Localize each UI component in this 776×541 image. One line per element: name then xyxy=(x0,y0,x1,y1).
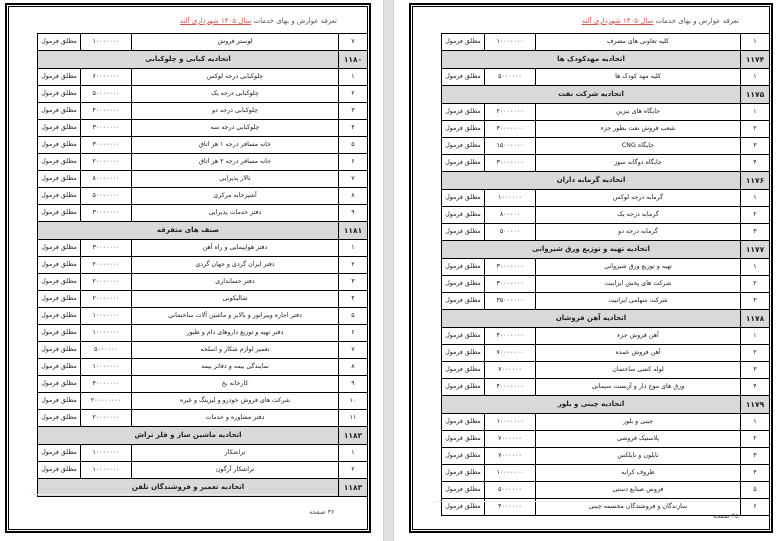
row-description: نمایندگی بیمه و دفاتر بیمه xyxy=(132,359,339,376)
row-number: ۴ xyxy=(741,155,770,172)
section-header-row xyxy=(442,172,770,190)
section-code: ۱۱۷۹ xyxy=(741,396,770,414)
row-price: ۳۵۰۰۰۰۰۰ xyxy=(485,293,536,310)
row-number: ۴ xyxy=(339,291,368,308)
row-price: ۵۰۰۰۰۰۰ xyxy=(485,69,536,86)
row-number: ۲ xyxy=(339,86,368,103)
row-description: سازندگان و فروشندگان مجسمه چینی xyxy=(536,499,741,516)
fees-table-body xyxy=(38,34,368,497)
row-number: ۳ xyxy=(339,274,368,291)
table-row xyxy=(442,69,770,86)
row-price: ۱۰۰۰۰۰۰ xyxy=(485,190,536,207)
row-formula: مطلق فرمول xyxy=(38,462,81,479)
section-code: ۱۱۷۶ xyxy=(741,172,770,190)
row-number: ۷ xyxy=(339,34,368,51)
section-title: اتحادیه تعمیر و فروشندگان تلفن xyxy=(38,479,339,497)
row-formula: مطلق فرمول xyxy=(442,34,485,51)
header-highlight: سال ۱۴۰۵ شهرداری آلند xyxy=(179,17,252,25)
table-row xyxy=(38,359,368,376)
row-price: ۴۰۰۰۰۰۰۰ xyxy=(81,103,132,120)
row-description: دفتر خدمات پذیرایی xyxy=(132,205,339,222)
row-formula: مطلق فرمول xyxy=(442,224,485,241)
table-row xyxy=(442,224,770,241)
row-price: ۳۰۰۰۰۰۰۰ xyxy=(485,155,536,172)
section-title: اتحادیه آهن فروشان xyxy=(442,310,741,328)
row-formula: مطلق فرمول xyxy=(442,276,485,293)
row-formula: مطلق فرمول xyxy=(442,482,485,499)
table-row xyxy=(38,393,368,410)
section-title: اتحادیه کبابی و چلوکبابی xyxy=(38,51,339,69)
row-description: شرکت سهامی ایرانیت xyxy=(536,293,741,310)
page-gutter xyxy=(383,0,394,541)
row-number: ۶ xyxy=(339,154,368,171)
row-price: ۸۰۰۰۰۰۰۰ xyxy=(81,171,132,188)
header-prefix: تعرفه عوارض و بهای خدمات xyxy=(653,17,739,25)
fees-table xyxy=(441,33,770,516)
table-row xyxy=(38,240,368,257)
row-price: ۵۰۰۰۰۰ xyxy=(485,224,536,241)
row-price: ۸۰۰۰۰۰ xyxy=(485,207,536,224)
row-description: ظروف کرایه xyxy=(536,465,741,482)
row-number: ۲ xyxy=(741,431,770,448)
row-number: ۶ xyxy=(741,499,770,516)
header-prefix: تعرفه عوارض و بهای خدمات xyxy=(251,17,337,25)
row-description: چلوکبابی درجه دو xyxy=(132,103,339,120)
row-description: ورق های موج دار و آزبست سیمانی xyxy=(536,379,741,396)
row-number: ۳ xyxy=(741,224,770,241)
row-description: جایگاه های بنزین xyxy=(536,104,741,121)
row-price: ۱۵۰۰۰۰۰۰ xyxy=(485,138,536,155)
row-description: لوله کشی ساختمان xyxy=(536,362,741,379)
row-description: دفتر تهیه و توزیع داروهای دام و طیور xyxy=(132,325,339,342)
footer-divider xyxy=(435,501,739,502)
row-description: دفتر حسابداری xyxy=(132,274,339,291)
row-number: ۳ xyxy=(741,138,770,155)
table-row xyxy=(442,482,770,499)
row-description: چلوکبابی درجه سه xyxy=(132,120,339,137)
header-highlight: سال ۱۴۰۵ شهرداری آلند xyxy=(581,17,654,25)
row-formula: مطلق فرمول xyxy=(38,69,81,86)
row-description: خانه مسافر درجه ۲ هر اتاق xyxy=(132,154,339,171)
row-number: ۹ xyxy=(339,376,368,393)
row-formula: مطلق فرمول xyxy=(442,138,485,155)
row-number: ۳ xyxy=(741,448,770,465)
row-number: ۲ xyxy=(339,462,368,479)
row-description: جایگاه دوگانه سوز xyxy=(536,155,741,172)
section-title: اتحادیه مهدکودک ها xyxy=(442,51,741,69)
row-description: لوستر فروش xyxy=(132,34,339,51)
row-number: ۳ xyxy=(741,293,770,310)
row-formula: مطلق فرمول xyxy=(38,171,81,188)
row-formula: مطلق فرمول xyxy=(442,69,485,86)
row-formula: مطلق فرمول xyxy=(442,207,485,224)
row-number: ۱ xyxy=(339,240,368,257)
row-description: شرکت های پخش ایرانیت xyxy=(536,276,741,293)
table-row xyxy=(442,448,770,465)
row-formula: مطلق فرمول xyxy=(38,34,81,51)
row-description: خانه مسافر درجه ۱ هر اتاق xyxy=(132,137,339,154)
row-price: ۲۰۰۰۰۰۰۰ xyxy=(81,154,132,171)
row-formula: مطلق فرمول xyxy=(38,205,81,222)
row-price: ۲۰۰۰۰۰۰۰۰ xyxy=(81,393,132,410)
row-description: چلوکبابی درجه لوکس xyxy=(132,69,339,86)
row-description: تعمیر لوازم شکار و اسلحه xyxy=(132,342,339,359)
row-formula: مطلق فرمول xyxy=(442,465,485,482)
table-row xyxy=(442,362,770,379)
row-formula: مطلق فرمول xyxy=(38,359,81,376)
row-description: تراشکار آرگون xyxy=(132,462,339,479)
row-formula: مطلق فرمول xyxy=(38,137,81,154)
table-row xyxy=(442,345,770,362)
row-price: ۳۰۰۰۰۰۰۰ xyxy=(485,259,536,276)
table-row xyxy=(38,376,368,393)
row-price: ۳۰۰۰۰۰۰۰ xyxy=(81,120,132,137)
row-description: شرکت های فروش خودرو و لیزینگ و غیره xyxy=(132,393,339,410)
row-description: آهن فروش جزء xyxy=(536,328,741,345)
row-price: ۳۰۰۰۰۰۰۰ xyxy=(485,276,536,293)
section-title: اتحادیه چینی و بلور xyxy=(442,396,741,414)
row-price: ۶۰۰۰۰۰۰۰ xyxy=(81,69,132,86)
row-description: گرمابه درجه دو xyxy=(536,224,741,241)
section-header-row xyxy=(442,396,770,414)
section-title: اتحادیه گرمابه داران xyxy=(442,172,741,190)
row-number: ۲ xyxy=(741,276,770,293)
row-description: دفتر ایران گردی و جهان گردی xyxy=(132,257,339,274)
row-formula: مطلق فرمول xyxy=(38,291,81,308)
row-price: ۱۰۰۰۰۰۰۰ xyxy=(81,308,132,325)
row-price: ۲۰۰۰۰۰۰۰ xyxy=(81,257,132,274)
section-header-row xyxy=(38,222,368,240)
row-formula: مطلق فرمول xyxy=(38,342,81,359)
table-row xyxy=(38,410,368,427)
row-formula: مطلق فرمول xyxy=(442,121,485,138)
row-price: ۱۰۰۰۰۰۰۰ xyxy=(81,325,132,342)
table-row xyxy=(442,34,770,51)
row-number: ۷ xyxy=(339,342,368,359)
row-price: ۳۰۰۰۰۰۰۰ xyxy=(485,121,536,138)
row-description: پلاستیک فروشی xyxy=(536,431,741,448)
row-price: ۱۰۰۰۰۰۰۰ xyxy=(81,34,132,51)
table-row xyxy=(442,328,770,345)
table-row xyxy=(38,257,368,274)
row-description: تالار پذیرایی xyxy=(132,171,339,188)
row-formula: مطلق فرمول xyxy=(442,345,485,362)
row-formula: مطلق فرمول xyxy=(442,190,485,207)
row-description: چینی و بلور xyxy=(536,414,741,431)
table-row xyxy=(442,465,770,482)
row-price: ۷۰۰۰۰۰۰۰ xyxy=(485,345,536,362)
row-formula: مطلق فرمول xyxy=(442,104,485,121)
section-code: ۱۱۷۴ xyxy=(741,51,770,69)
row-number: ۱ xyxy=(741,259,770,276)
table-row xyxy=(442,138,770,155)
row-number: ۱۱ xyxy=(339,410,368,427)
row-number: ۱ xyxy=(741,34,770,51)
row-number: ۳ xyxy=(339,103,368,120)
row-formula: مطلق فرمول xyxy=(38,308,81,325)
table-row xyxy=(38,205,368,222)
row-formula: مطلق فرمول xyxy=(38,154,81,171)
row-number: ۹ xyxy=(339,205,368,222)
row-formula: مطلق فرمول xyxy=(38,86,81,103)
table-row xyxy=(38,445,368,462)
table-row xyxy=(38,34,368,51)
row-number: ۳ xyxy=(741,362,770,379)
page-number: ۳۵ صفحه xyxy=(713,512,739,520)
table-row xyxy=(442,104,770,121)
table-row xyxy=(38,154,368,171)
row-price: ۵۰۰۰۰۰۰ xyxy=(485,482,536,499)
row-price: ۲۰۰۰۰۰۰۰ xyxy=(485,104,536,121)
row-formula: مطلق فرمول xyxy=(442,293,485,310)
row-description: چلوکبابی درجه یک xyxy=(132,86,339,103)
section-header-row xyxy=(442,51,770,69)
section-code: ۱۱۸۱ xyxy=(339,222,368,240)
table-row xyxy=(38,291,368,308)
section-header-row xyxy=(442,310,770,328)
row-description: جایگاه CNG xyxy=(536,138,741,155)
table-row xyxy=(442,190,770,207)
row-price: ۴۰۰۰۰۰۰۰ xyxy=(485,328,536,345)
row-formula: مطلق فرمول xyxy=(38,188,81,205)
row-description: تراشکار xyxy=(132,445,339,462)
table-row xyxy=(38,103,368,120)
table-row xyxy=(442,121,770,138)
row-description: گرمابه درجه یک xyxy=(536,207,741,224)
table-row xyxy=(442,414,770,431)
table-row xyxy=(38,137,368,154)
table-row xyxy=(38,188,368,205)
row-formula: مطلق فرمول xyxy=(442,499,485,516)
document-page-35 xyxy=(410,4,772,532)
page-number: ۳۶ صفحه xyxy=(309,508,335,516)
section-code: ۱۱۷۷ xyxy=(741,241,770,259)
row-price: ۱۰۰۰۰۰۰۰ xyxy=(81,462,132,479)
table-row xyxy=(442,276,770,293)
section-header-row xyxy=(38,51,368,69)
row-number: ۱ xyxy=(741,328,770,345)
row-number: ۵ xyxy=(339,308,368,325)
row-description: تهیه و توزیع ورق شیروانی xyxy=(536,259,741,276)
table-row xyxy=(38,120,368,137)
table-row xyxy=(38,462,368,479)
row-number: ۴ xyxy=(741,465,770,482)
row-price: ۲۰۰۰۰۰۰۰ xyxy=(81,410,132,427)
row-number: ۱ xyxy=(741,414,770,431)
row-price: ۷۰۰۰۰۰۰ xyxy=(485,362,536,379)
row-price: ۲۰۰۰۰۰۰۰ xyxy=(81,274,132,291)
section-header-row xyxy=(442,86,770,104)
row-price: ۷۰۰۰۰۰۰ xyxy=(485,431,536,448)
row-formula: مطلق فرمول xyxy=(442,414,485,431)
row-formula: مطلق فرمول xyxy=(38,376,81,393)
row-number: ۲ xyxy=(741,345,770,362)
row-price: ۵۰۰۰۰۰۰۰ xyxy=(81,86,132,103)
row-price: ۴۰۰۰۰۰۰۰ xyxy=(81,376,132,393)
row-formula: مطلق فرمول xyxy=(442,328,485,345)
section-code: ۱۱۷۸ xyxy=(741,310,770,328)
row-description: دفتر اجاره ویبراتور و بالابر و ماشین آلات ساختمانی xyxy=(132,308,339,325)
table-row xyxy=(442,379,770,396)
row-number: ۱۰ xyxy=(339,393,368,410)
row-number: ۸ xyxy=(339,359,368,376)
row-price: ۴۰۰۰۰۰۰۰ xyxy=(485,379,536,396)
table-row xyxy=(442,207,770,224)
row-description: آهن فروش عمده xyxy=(536,345,741,362)
row-formula: مطلق فرمول xyxy=(38,325,81,342)
row-number: ۲ xyxy=(741,121,770,138)
row-formula: مطلق فرمول xyxy=(38,257,81,274)
row-number: ۲ xyxy=(741,207,770,224)
section-code: ۱۱۷۵ xyxy=(741,86,770,104)
row-price: ۱۰۰۰۰۰۰۰ xyxy=(485,414,536,431)
row-price: ۳۰۰۰۰۰۰۰ xyxy=(81,240,132,257)
table-row xyxy=(38,69,368,86)
row-formula: مطلق فرمول xyxy=(38,103,81,120)
row-description: شعب فروش نفت بطور جزء xyxy=(536,121,741,138)
section-code: ۱۱۸۳ xyxy=(339,479,368,497)
row-price: ۷۰۰۰۰۰۰ xyxy=(485,448,536,465)
row-description: کلیه تعاونی های مصرف xyxy=(536,34,741,51)
row-formula: مطلق فرمول xyxy=(38,445,81,462)
page-header xyxy=(180,17,337,25)
table-row xyxy=(442,155,770,172)
row-price: ۱۰۰۰۰۰۰۰ xyxy=(81,359,132,376)
row-description: شالیکوبی xyxy=(132,291,339,308)
table-row xyxy=(38,342,368,359)
page-header xyxy=(582,17,739,25)
document-page-36 xyxy=(6,4,370,532)
row-description: دفتر هواپیمایی و راه آهن xyxy=(132,240,339,257)
row-formula: مطلق فرمول xyxy=(38,274,81,291)
section-title: صنف های متفرقه xyxy=(38,222,339,240)
row-description: نایلون و نایلکس xyxy=(536,448,741,465)
section-title: اتحادیه شرکت نفت xyxy=(442,86,741,104)
fees-table xyxy=(37,33,368,497)
row-formula: مطلق فرمول xyxy=(442,155,485,172)
row-formula: مطلق فرمول xyxy=(442,362,485,379)
table-row xyxy=(442,431,770,448)
table-row xyxy=(38,86,368,103)
row-price: ۳۰۰۰۰۰۰۰ xyxy=(81,137,132,154)
row-description: دفتر مشاوره و خدمات xyxy=(132,410,339,427)
row-number: ۶ xyxy=(339,325,368,342)
row-number: ۱ xyxy=(741,104,770,121)
section-header-row xyxy=(38,427,368,445)
row-formula: مطلق فرمول xyxy=(38,393,81,410)
row-formula: مطلق فرمول xyxy=(442,431,485,448)
row-price: ۴۰۰۰۰۰۰ xyxy=(485,499,536,516)
row-number: ۸ xyxy=(339,188,368,205)
row-description: آشپزخانه مرکزی xyxy=(132,188,339,205)
table-row xyxy=(38,274,368,291)
row-price: ۱۰۰۰۰۰۰۰ xyxy=(81,445,132,462)
row-formula: مطلق فرمول xyxy=(442,379,485,396)
row-number: ۴ xyxy=(741,379,770,396)
row-description: کارخانه یخ xyxy=(132,376,339,393)
row-number: ۵ xyxy=(339,137,368,154)
table-row xyxy=(38,171,368,188)
row-number: ۷ xyxy=(339,171,368,188)
table-row xyxy=(38,325,368,342)
row-description: گرمابه درجه لوکس xyxy=(536,190,741,207)
row-number: ۱ xyxy=(339,445,368,462)
row-number: ۱ xyxy=(741,69,770,86)
table-row xyxy=(442,293,770,310)
row-description: فروش صنایع دستی xyxy=(536,482,741,499)
fees-table-body xyxy=(442,34,770,516)
row-number: ۴ xyxy=(339,120,368,137)
row-formula: مطلق فرمول xyxy=(38,410,81,427)
section-title: اتحادیه ماشین ساز و فلز تراش xyxy=(38,427,339,445)
row-price: ۱۰۰۰۰۰۰۰ xyxy=(485,34,536,51)
table-row xyxy=(442,259,770,276)
row-price: ۵۰۰۰۰۰۰۰ xyxy=(81,188,132,205)
row-formula: مطلق فرمول xyxy=(38,240,81,257)
row-price: ۵۰۰۰۰۰۰ xyxy=(81,342,132,359)
row-price: ۱۰۰۰۰۰۰۰ xyxy=(485,465,536,482)
row-formula: مطلق فرمول xyxy=(442,259,485,276)
row-number: ۱ xyxy=(741,190,770,207)
section-title: اتحادیه تهیه و توزیع ورق شیروانی xyxy=(442,241,741,259)
row-number: ۲ xyxy=(339,257,368,274)
row-formula: مطلق فرمول xyxy=(38,120,81,137)
table-row xyxy=(38,308,368,325)
row-price: ۳۰۰۰۰۰۰۰ xyxy=(81,205,132,222)
section-code: ۱۱۸۰ xyxy=(339,51,368,69)
section-header-row xyxy=(442,241,770,259)
row-number: ۱ xyxy=(339,69,368,86)
row-number: ۵ xyxy=(741,482,770,499)
footer-divider xyxy=(31,494,337,495)
section-code: ۱۱۸۲ xyxy=(339,427,368,445)
row-formula: مطلق فرمول xyxy=(442,448,485,465)
row-description: کلیه مهد کودک ها xyxy=(536,69,741,86)
row-price: ۲۰۰۰۰۰۰۰ xyxy=(81,291,132,308)
